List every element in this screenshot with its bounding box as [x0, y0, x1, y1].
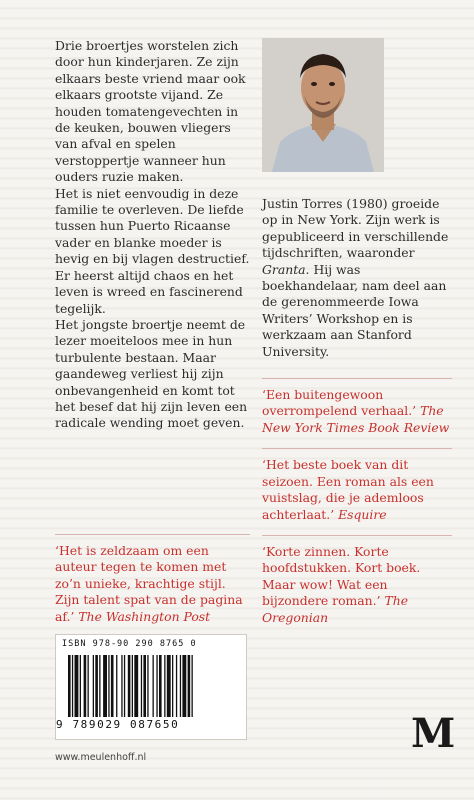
author-bio-text-1: Justin Torres (1980) groeide op in New York. Zijn werk is gepubliceerd in verschillende tijdschriften, waaronder [262, 196, 449, 261]
quote-divider [262, 448, 452, 449]
review-quote-1 [262, 387, 452, 436]
review-quote-3 [262, 544, 452, 626]
review-quote-2-source: Esquire [338, 506, 387, 522]
quote-divider [262, 535, 452, 536]
author-column [262, 38, 452, 626]
description-paragraph-2: Het is niet eenvoudig in deze familie te overleven. De liefde tussen hun Puerto Ricaanse vader en blanke moeder is hevig en bij vlagen destructief. Er heerst altijd chaos en het leven is wreed en fascinerend tegelijk. [55, 185, 250, 316]
author-bio-text-2: Hij was boekhandelaar, nam deel aan de gerenommeerde Iowa Writers’ Workshop en is werkzaam aan Stanford University. [262, 261, 447, 359]
review-quote-1-text: ‘Een buitengewoon overrompelend verhaal.’ [262, 387, 421, 419]
author-portrait-image [262, 38, 384, 172]
description-paragraph-1: Drie broertjes worstelen zich door hun kinderjaren. Ze zijn elkaars beste vriend maar ook elkaars grootste vijand. Ze houden tomatengevechten in de keuken, bouwen vliegers van afval en spelen verstoppertje wanneer hun ouders ruzie maken. [55, 38, 246, 185]
book-description [55, 38, 250, 432]
magazine-name: Granta. [262, 261, 310, 277]
author-photo [262, 38, 384, 172]
quote-divider [262, 378, 452, 379]
review-quote-2 [262, 457, 452, 523]
barcode [55, 634, 247, 740]
description-paragraph-3: Het jongste broertje neemt de lezer moeiteloos mee in hun turbulente bestaan. Maar gaandeweg verliest hij zijn onbevangenheid en komt tot het besef dat hij zijn leven een radicale wending moet geven. [55, 316, 248, 431]
left-review-quote [55, 534, 250, 625]
review-quote-3-text: ‘Korte zinnen. Korte hoofdstukken. Kort boek. Maar wow! Wat een bijzondere roman.’ [262, 543, 421, 609]
isbn-number: ISBN 978-90 290 8765 0 [62, 639, 197, 649]
publisher-logo: M [411, 710, 456, 757]
author-bio [262, 196, 452, 360]
review-quote-3-source: The Oregonian [262, 593, 409, 625]
review-quote-left [55, 543, 250, 625]
review-quote-left-text: ‘Het is zeldzaam om een auteur tegen te komen met zo’n unieke, krachtige stijl. Zijn talent spat van de pagina af.’ [55, 543, 243, 624]
review-quote-2-text: ‘Het beste boek van dit seizoen. Een roman als een vuistslag, die je ademloos achterlaat.’ [262, 457, 434, 522]
review-quote-1-source: The New York Times Book Review [262, 403, 450, 435]
quote-divider [55, 534, 250, 535]
barcode-bars [68, 655, 238, 717]
review-quote-left-source: The Washington Post [78, 608, 211, 624]
barcode-digits: 9 789029 087650 [56, 718, 180, 731]
publisher-website: www.meulenhoff.nl [55, 752, 147, 763]
